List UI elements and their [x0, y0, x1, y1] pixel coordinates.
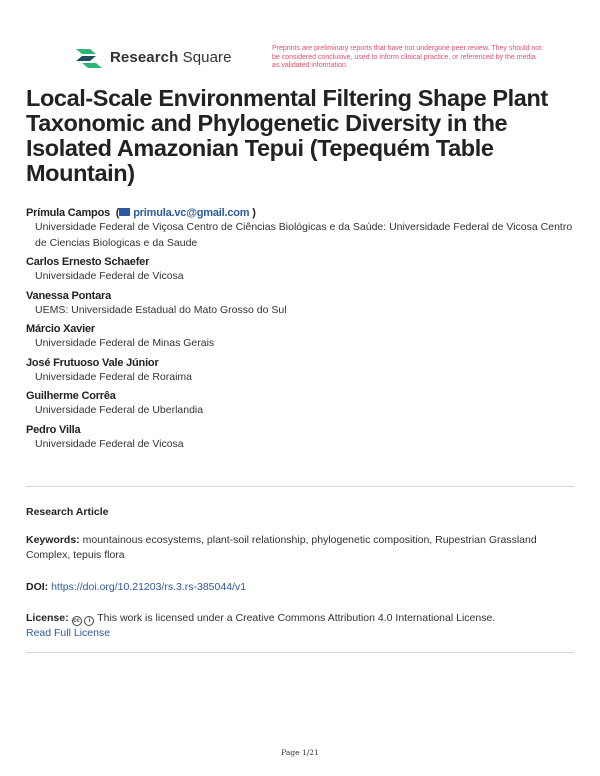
author-affiliation: Universidade Federal de Minas Gerais — [35, 337, 215, 349]
keywords-value: mountainous ecosystems, plant-soil relationship, phylogenetic composition, Rupestrian Grassland Complex, tepuis flora — [26, 534, 537, 561]
author-name: Pedro Villa — [26, 423, 81, 436]
author-name: José Frutuoso Vale Júnior — [26, 356, 159, 369]
author-email-link[interactable]: primula.vc@gmail.com — [133, 207, 250, 219]
doi — [26, 580, 574, 595]
keywords — [26, 533, 574, 563]
license-label: License: — [26, 612, 69, 624]
divider — [26, 652, 574, 653]
doi-link[interactable]: https://doi.org/10.21203/rs.3.rs-385044/v1 — [51, 581, 247, 593]
author-list — [26, 206, 576, 456]
logo-text: Research Square — [110, 48, 232, 66]
license — [26, 611, 574, 641]
preprint-notice: Preprints are preliminary reports that have not undergone peer review. They should not be considered conclusive, used to inform clinical practice, or referenced by the media as validated information. — [272, 45, 542, 69]
page-number: Page 1/21 — [281, 748, 319, 757]
research-square-logo[interactable] — [74, 46, 232, 68]
author-affiliation: Universidade Federal de Viçosa Centro de Ciências Biológicas e da Saúde: Universidade Federal de Vicosa Centro de Ciencias Biologicas e da Saude — [35, 221, 573, 249]
article-type: Research Article — [26, 506, 109, 518]
author-affiliation: Universidade Federal de Vicosa — [35, 270, 184, 282]
creative-commons-icon: cc — [73, 618, 80, 624]
doi-label: DOI: — [26, 581, 49, 593]
keywords-label: Keywords: — [26, 534, 80, 546]
read-full-license-link[interactable]: Read Full License — [26, 627, 111, 639]
email-icon — [119, 208, 130, 216]
author-affiliation: UEMS: Universidade Estadual do Mato Grosso do Sul — [35, 303, 287, 316]
author-name: Guilherme Corrêa — [26, 390, 116, 402]
attribution-icon: i — [84, 616, 94, 626]
author-name: Prímula Campos ( primula.vc@gmail.com ) — [26, 207, 256, 219]
paper-title: Local-Scale Environmental Filtering Shape Plant Taxonomic and Phylogenetic Diversity in the Isolated Amazonian Tepui (Tepequém Table Mountain) — [26, 85, 548, 186]
author-affiliation: Universidade Federal de Roraima — [35, 370, 192, 383]
author-name: Márcio Xavier — [26, 323, 95, 335]
author-affiliation: Universidade Federal de Uberlandia — [35, 404, 204, 416]
author-name: Carlos Ernesto Schaefer — [26, 256, 150, 268]
author-name: Vanessa Pontara — [26, 289, 112, 302]
research-square-logo-icon — [74, 46, 104, 68]
divider — [26, 486, 574, 487]
author-affiliation: Universidade Federal de Vicosa — [35, 437, 184, 450]
license-text: This work is licensed under a Creative Commons Attribution 4.0 International License. — [97, 612, 496, 624]
